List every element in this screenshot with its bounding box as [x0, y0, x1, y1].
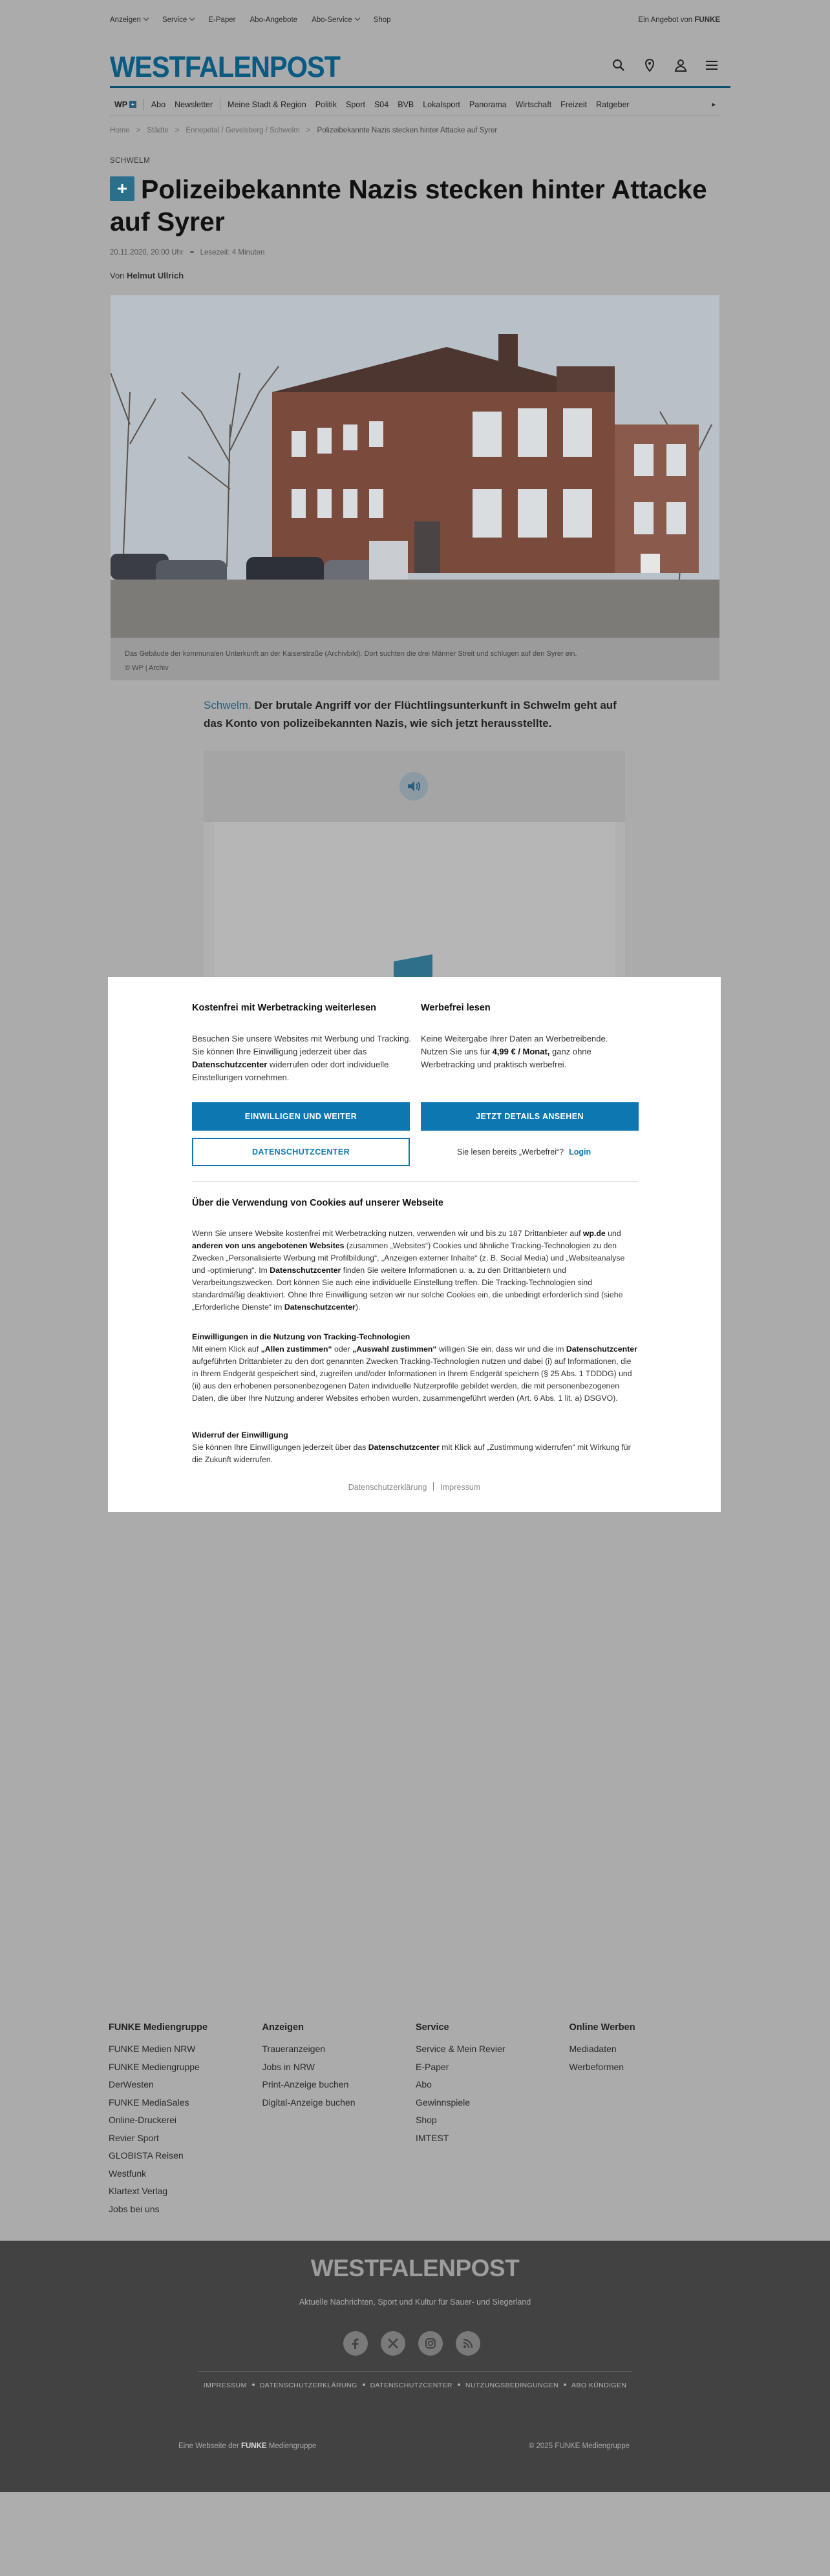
teaser-inner [214, 822, 615, 990]
adfree-option-text: Keine Weitergabe Ihrer Daten an Werbetreibende. Nutzen Sie uns für 4,99 € / Monat, ganz ohne Werbetracking und praktisch werbefrei. [421, 1034, 608, 1069]
x-icon[interactable] [381, 2331, 405, 2356]
top-link-e-paper[interactable]: E-Paper [208, 16, 236, 24]
footer-column [262, 2022, 416, 2218]
footer-column-title: Online Werben [569, 2022, 635, 2033]
footer-logo[interactable]: WESTFALENPOST [310, 2255, 520, 2281]
footer-link[interactable]: Print-Anzeige buchen [262, 2079, 349, 2089]
footer-link[interactable]: Online-Druckerei [109, 2115, 177, 2125]
funke-brand: FUNKE [694, 16, 720, 24]
free-option-title: Kostenfrei mit Werbetracking weiterlesen [192, 1003, 376, 1013]
modal-divider [192, 1181, 638, 1182]
content-teaser-box [204, 822, 625, 990]
article-date: 20.11.2020, 20:00 Uhr [110, 249, 184, 257]
nav-item-bvb[interactable]: BVB [398, 99, 414, 109]
breadcrumb-separator: > [136, 127, 141, 134]
footer-link[interactable]: Werbeformen [569, 2061, 624, 2072]
footer-link[interactable]: Service & Mein Revier [416, 2044, 505, 2054]
consent-modal [108, 977, 721, 1512]
footer-column [109, 2022, 262, 2218]
footer-column-title: Anzeigen [262, 2022, 304, 2033]
instagram-icon[interactable] [418, 2331, 443, 2356]
breadcrumb-item[interactable]: Home [110, 127, 130, 134]
nav-item-meine-stadt-region[interactable]: Meine Stadt & Region [228, 99, 306, 109]
footer-link[interactable]: Westfunk [109, 2168, 147, 2179]
privacy-center-link-2[interactable]: Datenschutzcenter [284, 1303, 356, 1312]
footer-link[interactable]: IMTEST [416, 2132, 449, 2143]
nav-scroll-arrow-icon[interactable]: ▸ [712, 101, 716, 109]
social-links [343, 2331, 480, 2356]
footer-links [109, 2022, 723, 2218]
footer-link[interactable]: Shop [416, 2115, 437, 2125]
chevron-down-icon [144, 16, 149, 21]
legal-separator [363, 2383, 365, 2386]
legal-separator [564, 2383, 566, 2386]
footer-owner: Eine Webseite der FUNKE Mediengruppe [178, 2442, 317, 2450]
accept-button[interactable]: EINWILLIGEN UND WEITER [192, 1102, 410, 1131]
privacy-center-button[interactable]: DATENSCHUTZCENTER [192, 1138, 410, 1166]
nav-item-newsletter[interactable]: Newsletter [175, 99, 213, 109]
legal-links [0, 2382, 830, 2389]
nav-item-politik[interactable]: Politik [315, 99, 337, 109]
site-logo[interactable]: WESTFALENPOST [110, 50, 341, 83]
footer-link[interactable]: Revier Sport [109, 2132, 159, 2143]
breadcrumb-separator: > [175, 127, 180, 134]
login-link[interactable]: Login [569, 1147, 591, 1157]
breadcrumb-item: Polizeibekannte Nazis stecken hinter Attacke auf Syrer [317, 127, 498, 134]
breadcrumb [110, 127, 497, 134]
header [110, 47, 730, 88]
footer-link[interactable]: E-Paper [416, 2061, 449, 2072]
top-link-abo-service[interactable]: Abo-Service [312, 16, 359, 24]
nav-item-wirtschaft[interactable]: Wirtschaft [515, 99, 552, 109]
footer-link[interactable]: Digital-Anzeige buchen [262, 2097, 356, 2108]
menu-icon[interactable] [705, 58, 719, 72]
footer-bottom [0, 2241, 830, 2492]
nav-item-abo[interactable]: Abo [151, 99, 166, 109]
top-bar [110, 12, 720, 28]
article-topic[interactable]: SCHWELM [110, 157, 151, 165]
footer-link[interactable]: Abo [416, 2079, 432, 2089]
details-button[interactable]: JETZT DETAILS ANSEHEN [421, 1102, 639, 1131]
nav-item-freizeit[interactable]: Freizeit [560, 99, 588, 109]
footer-link[interactable]: FUNKE Mediengruppe [109, 2061, 200, 2072]
legal-link[interactable]: IMPRESSUM [203, 2382, 247, 2389]
article-photo[interactable] [111, 295, 719, 638]
lead-city: Schwelm. [204, 699, 251, 711]
privacy-center-link-4[interactable]: Datenschutzcenter [368, 1443, 440, 1452]
breadcrumb-separator: > [306, 127, 311, 134]
nav-item-lokalsport[interactable]: Lokalsport [423, 99, 460, 109]
privacy-center-link-3[interactable]: Datenschutzcenter [566, 1345, 637, 1354]
footer-link[interactable]: DerWesten [109, 2079, 154, 2089]
footer-column [569, 2022, 723, 2218]
legal-link[interactable]: ABO KÜNDIGEN [571, 2382, 627, 2389]
cookie-section-title: Über die Verwendung von Cookies auf unserer Webseite [192, 1198, 443, 1208]
location-icon[interactable] [643, 58, 657, 72]
plus-badge: + [110, 176, 134, 201]
offer-note: Ein Angebot von FUNKE [638, 16, 720, 24]
chevron-down-icon [189, 16, 195, 21]
article-meta [110, 249, 264, 257]
nav-item-sport[interactable]: Sport [346, 99, 365, 109]
speaker-icon[interactable] [399, 772, 428, 801]
legal-separator [458, 2383, 460, 2386]
footer-link[interactable]: Mediadaten [569, 2044, 617, 2054]
footer-link[interactable]: FUNKE Medien NRW [109, 2044, 196, 2054]
footer-link[interactable]: Gewinnspiele [416, 2097, 471, 2108]
footer-divider [198, 2371, 632, 2372]
top-link-shop[interactable]: Shop [373, 16, 391, 24]
footer-column-title: FUNKE Mediengruppe [109, 2022, 208, 2033]
rss-icon[interactable] [456, 2331, 480, 2356]
privacy-policy-link[interactable]: Datenschutzerklärung [348, 1483, 427, 1492]
footer-link[interactable]: GLOBISTA Reisen [109, 2150, 184, 2161]
legal-link[interactable]: NUTZUNGSBEDINGUNGEN [465, 2382, 559, 2389]
nav-item-ratgeber[interactable]: Ratgeber [596, 99, 630, 109]
building-illustration [111, 295, 719, 638]
footer-column [416, 2022, 569, 2218]
audio-player [204, 751, 625, 822]
chevron-down-icon [354, 16, 359, 21]
cookie-text-3: Widerruf der Einwilligung Sie können Ihre Einwilligungen jederzeit über das Datenschutzcenter mit Klick auf „Zustimmung widerrufen“ mit Wirkung für die Zukunft widerrufen. [192, 1430, 631, 1464]
top-link-anzeigen[interactable]: Anzeigen [110, 16, 148, 24]
legal-separator [252, 2383, 255, 2386]
privacy-center-link[interactable]: Datenschutzcenter [270, 1266, 341, 1275]
footer-tagline: Aktuelle Nachrichten, Sport und Kultur für Sauer- und Siegerland [299, 2298, 531, 2307]
legal-link[interactable]: DATENSCHUTZCENTER [370, 2382, 452, 2389]
imprint-link[interactable]: Impressum [440, 1483, 481, 1492]
footer-link[interactable]: Jobs in NRW [262, 2061, 315, 2072]
modal-footer-links [108, 1482, 721, 1492]
user-icon[interactable] [674, 58, 688, 72]
free-option-text: Besuchen Sie unsere Websites mit Werbung und Tracking. Sie können Ihre Einwilligung jederzeit über das Datenschutzcenter widerrufen oder dort individuelle Einstellungen vornehmen. [192, 1034, 412, 1082]
adfree-option-title: Werbefrei lesen [421, 1003, 491, 1013]
nav-item-s04[interactable]: S04 [374, 99, 389, 109]
photo-credit: © WP | Archiv [125, 664, 169, 672]
facebook-icon[interactable] [343, 2331, 368, 2356]
footer-link[interactable]: Jobs bei uns [109, 2203, 160, 2214]
nav-item-wp[interactable]: WP + [110, 100, 141, 109]
top-link-abo-angebote[interactable]: Abo-Angebote [250, 16, 298, 24]
legal-link[interactable]: DATENSCHUTZERKLÄRUNG [259, 2382, 357, 2389]
cookie-text-1: Wenn Sie unsere Website kostenfrei mit Werbetracking nutzen, verwenden wir und bis zu 187 Drittanbieter auf wp.de und anderen von uns angebotenen Websites (zusammen „Websites“) Cookies und ähnliche Tracking-Technologien zu den Zwecken „Personalisierte Werbung mit Profilbildung“, „Anzeigen externer Inhalte“ (z. B. Social Media) und „Websiteanalyse und -optimierung“. Im Datenschutzcenter finden Sie weitere Informationen u. a. zu den Drittanbietern und Verarbeitungszwecken. Dort können Sie auch eine individuelle Einstellung treffen. Die Tracking-Technologien sind standardmäßig deaktiviert. Ohne Ihre Einwilligung setzen wir nur solche Cookies ein, die unbedingt erforderlich sind (siehe „Erforderliche Dienste“ im Datenschutzcenter). [192, 1229, 625, 1312]
photo-caption: Das Gebäude der kommunalen Unterkunft an der Kaiserstraße (Archivbild). Dort suchten die drei Männer Streit und schlugen auf den Syrer ein. © WP | Archiv [111, 638, 719, 680]
footer-link[interactable]: Traueranzeigen [262, 2044, 326, 2054]
author-line: Von Helmut Ullrich [110, 271, 184, 280]
article-title: + Polizeibekannte Nazis stecken hinter Attacke auf Syrer [110, 174, 707, 236]
search-icon[interactable] [612, 58, 626, 72]
reading-time: Lesezeit: 4 Minuten [200, 249, 265, 257]
breadcrumb-item[interactable]: Ennepetal / Gevelsberg / Schwelm [186, 127, 300, 134]
main-nav [110, 94, 720, 116]
article-lead: Schwelm. Der brutale Angriff vor der Flüchtlingsunterkunft in Schwelm geht auf das Konto von polizeibekannten Nazis, wie sich jetzt herausstellte. [204, 699, 617, 729]
wp-plus-badge: + [129, 101, 136, 108]
top-link-service[interactable]: Service [162, 16, 194, 24]
already-subscribed: Sie lesen bereits „Werbefrei“? Login [457, 1147, 591, 1157]
footer-column-title: Service [416, 2022, 449, 2033]
page-bottom [0, 2492, 830, 2576]
author-name[interactable]: Helmut Ullrich [127, 271, 184, 280]
footer-copyright: © 2025 FUNKE Mediengruppe [528, 2442, 630, 2450]
cookie-text-2: Einwilligungen in die Nutzung von Tracking-Technologien Mit einem Klick auf „Allen zustimmen“ oder „Auswahl zustimmen“ willigen Sie ein, dass wir und die im Datenschutzcenter aufgeführten Drittanbieter zu den dort genannten Zwecken Tracking-Technologien nutzen und dabei (i) auf Informationen, die in Ihrem Endgerät gespeichert sind, zugreifen und/oder Informationen in Ihrem Endgerät speichern (§ 25 Abs. 1 TDDDG) und (ii) aus den erhobenen personenbezogenen Daten individuelle Nutzerprofile gebildet werden, die mit personenbezogenen Daten, die über Ihre Nutzung anderer Websites erhoben wurden, zusammengeführt werden (Art. 6 Abs. 1 lit. a) DSGVO). [192, 1332, 637, 1403]
nav-item-panorama[interactable]: Panorama [469, 99, 507, 109]
footer-link[interactable]: FUNKE MediaSales [109, 2097, 189, 2108]
breadcrumb-item[interactable]: Städte [147, 127, 169, 134]
footer-link[interactable]: Klartext Verlag [109, 2186, 168, 2196]
